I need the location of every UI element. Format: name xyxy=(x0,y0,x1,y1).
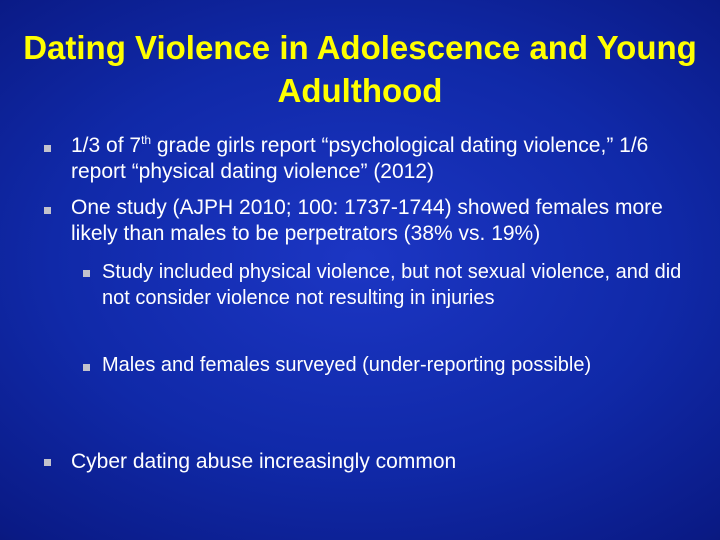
bullet-text: One study (AJPH 2010; 100: 1737-1744) showed females more likely than males to be perpetrators (38% vs. 19%) xyxy=(71,196,663,245)
sub-bullet-text: Males and females surveyed (under-reporting possible) xyxy=(102,354,592,376)
bullet-text-part: 1/3 of 7 xyxy=(71,134,142,157)
sub-bullet-marker xyxy=(83,270,90,277)
bullet-marker xyxy=(44,145,51,152)
bullet-text: Cyber dating abuse increasingly common xyxy=(71,450,457,473)
ordinal-superscript: th xyxy=(141,133,152,147)
sub-bullet-text: Study included physical violence, but not sexual violence, and did not consider violence not resulting in injuries xyxy=(102,261,682,309)
bullet-text xyxy=(71,133,671,185)
sub-bullet-marker xyxy=(83,364,90,371)
slide-title: Dating Violence in Adolescence and Young Adulthood xyxy=(23,29,697,109)
bullet-marker xyxy=(44,207,51,214)
bullet-text-part: grade girls report “psychological dating violence,” 1/6 report “physical dating violence” (2012) xyxy=(71,134,649,183)
bullet-marker xyxy=(44,459,51,466)
